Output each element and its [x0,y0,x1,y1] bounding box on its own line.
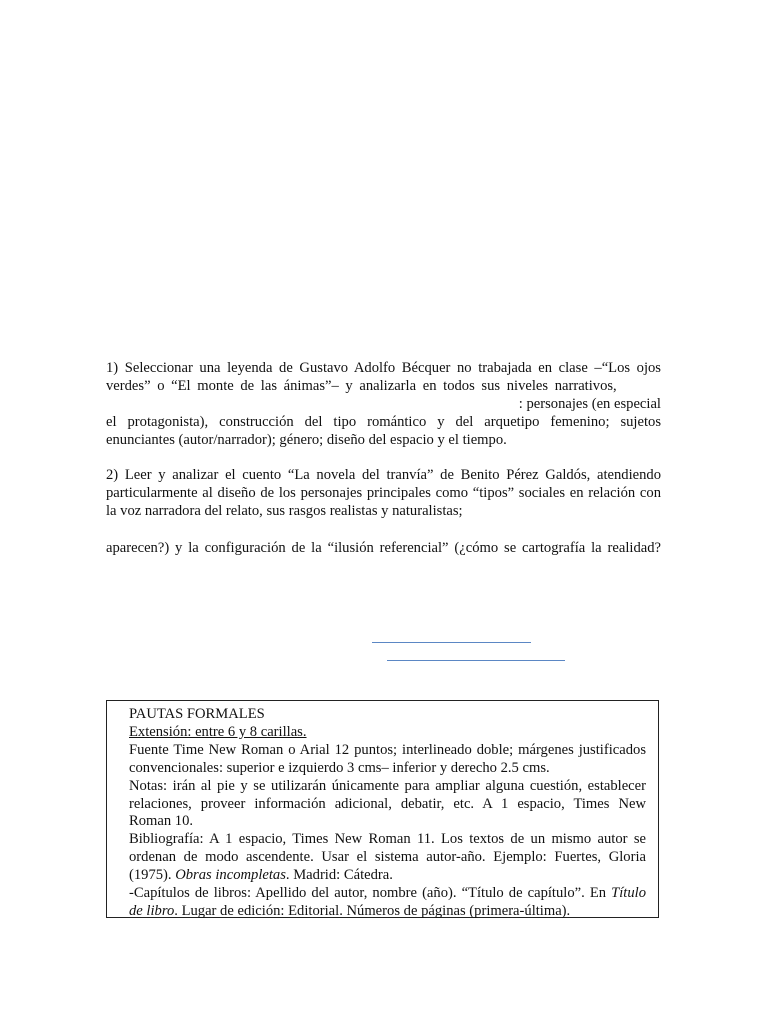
paragraph-1-line: el protagonista), construcción del tipo romántico y del arquetipo femenino; sujetos [106,414,661,430]
pautas-capitulos-italic: de libro [129,902,175,919]
paragraph-3-line: aparecen?) y la configuración de la “ilusión referencial” (¿cómo se cartografía la realidad? [106,540,661,556]
pautas-biblio-publisher: . Madrid: Cátedra. [285,867,393,884]
pautas-capitulos-italic: Título [611,885,646,902]
paragraph-2-line: la voz narradora del relato, sus rasgos realistas y naturalistas; [106,503,463,519]
pautas-formales-box [106,700,659,918]
pautas-notas-line: Roman 10. [129,813,194,830]
paragraph-2-line: 2) Leer y analizar el cuento “La novela del tranvía” de Benito Pérez Galdós, atendiendo [106,467,661,483]
paragraph-2-line: particularmente al diseño de los personajes principales como “tipos” sociales en relación con [106,485,661,501]
paragraph-2 [106,466,661,520]
pautas-notas-line: Notas: irán al pie y se utilizarán únicamente para ampliar alguna cuestión, establecer [129,777,646,794]
pautas-capitulos-line [129,885,646,903]
pautas-biblio-year: (1975). [129,867,172,884]
pautas-capitulos-text: -Capítulos de libros: Apellido del autor, nombre (año). “Título de capítulo”. En [129,885,607,902]
pautas-capitulos-line [129,903,646,921]
pautas-fuente-line: Fuente Time New Roman o Arial 12 puntos; interlineado doble; márgenes justificados [129,741,646,758]
hyperlink-underline[interactable] [372,642,531,643]
pautas-fuente-line: convencionales: superior e izquierdo 3 cms– inferior y derecho 2.5 cms. [129,759,550,776]
pautas-biblio-line: Bibliografía: A 1 espacio, Times New Roman 11. Los textos de un mismo autor se [129,831,646,848]
pautas-extension: Extensión: entre 6 y 8 carillas. [129,723,307,740]
pautas-biblio-line: ordenan de modo ascendente. Usar el sistema autor-año. Ejemplo: Fuertes, Gloria [129,849,646,866]
pautas-biblio-line [129,867,646,885]
paragraph-1-line: enunciantes (autor/narrador); género; diseño del espacio y el tiempo. [106,432,507,448]
paragraph-1 [106,359,661,449]
pautas-title: PAUTAS FORMALES [129,706,265,722]
paragraph-1-line: 1) Seleccionar una leyenda de Gustavo Adolfo Bécquer no trabajada en clase –“Los ojos [106,360,661,376]
pautas-capitulos-text: . Lugar de edición: Editorial. Números de páginas (primera-última). [174,902,571,919]
hyperlink-underline[interactable] [387,660,565,661]
pautas-notas-line: relaciones, proveer información adicional, debatir, etc. A 1 espacio, Times New [129,795,646,812]
paragraph-3 [106,539,661,557]
pautas-biblio-book-title: Obras incompletas [175,867,286,884]
paragraph-1-line: verdes” o “El monte de las ánimas”– y analizarla en todos sus niveles narrativos, [106,378,617,394]
paragraph-1-line: : personajes (en especial [518,396,661,412]
